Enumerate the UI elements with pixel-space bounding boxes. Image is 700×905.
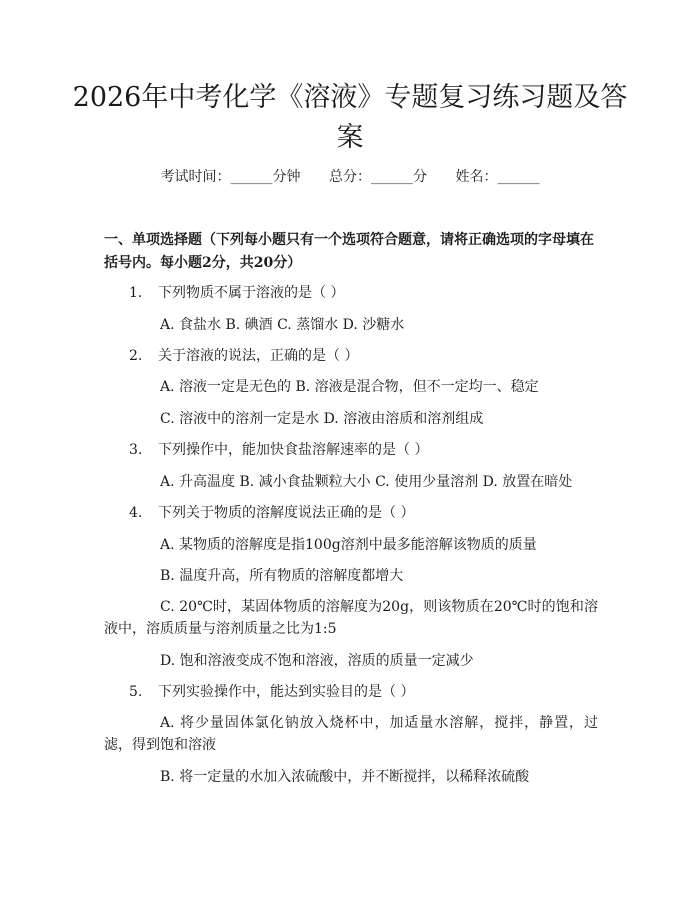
question-number: 2. <box>129 348 143 364</box>
question-4-option-b: B. 温度升高，所有物质的溶解度都增大 <box>160 568 404 584</box>
question-5 <box>129 682 414 702</box>
question-text: 下列物质不属于溶液的是（ ） <box>158 285 345 301</box>
question-2-option-ab: A. 溶液一定是无色的 B. 溶液是混合物，但不一定均一、稳定 <box>160 379 539 395</box>
section-heading: 一、单项选择题（下列每小题只有一个选项符合题意，请将正确选项的字母填在括号内。每小题2分，共20分） <box>104 232 594 271</box>
exam-meta <box>0 167 700 187</box>
student-name: 姓名：______ <box>455 169 540 185</box>
question-text: 下列关于物质的溶解度说法正确的是（ ） <box>158 505 415 521</box>
exam-time: 考试时间：______分钟 <box>160 169 301 185</box>
question-4-option-a: A. 某物质的溶解度是指100g溶剂中最多能溶解该物质的质量 <box>160 537 537 553</box>
question-5-option-a: A. 将少量固体氯化钠放入烧杯中，加适量水溶解，搅拌，静置，过滤，得到饱和溶液 <box>104 715 598 753</box>
question-number: 1. <box>129 285 143 301</box>
total-score: 总分：______分 <box>329 169 427 185</box>
question-number: 4. <box>129 505 143 521</box>
question-5-option-b: B. 将一定量的水加入浓硫酸中，并不断搅拌，以稀释浓硫酸 <box>160 769 530 785</box>
question-text: 关于溶液的说法，正确的是（ ） <box>158 348 359 364</box>
question-number: 5. <box>129 684 143 700</box>
page-title: 2026年中考化学《溶液》专题复习练习题及答案 <box>72 82 628 153</box>
question-3-options: A. 升高温度 B. 减小食盐颗粒大小 C. 使用少量溶剂 D. 放置在暗处 <box>160 474 573 490</box>
question-number: 3. <box>129 442 143 458</box>
question-4-option-c: C. 20℃时，某固体物质的溶解度为20g，则该物质在20℃时的饱和溶液中，溶质质量与溶剂质量之比为1:5 <box>104 599 598 637</box>
question-4 <box>129 503 414 523</box>
question-text: 下列实验操作中，能达到实验目的是（ ） <box>158 684 415 700</box>
question-1-options: A. 食盐水 B. 碘酒 C. 蒸馏水 D. 沙糖水 <box>160 317 405 333</box>
question-1 <box>129 283 344 303</box>
question-text: 下列操作中，能加快食盐溶解速率的是（ ） <box>158 442 429 458</box>
question-2 <box>129 346 358 366</box>
question-2-option-cd: C. 溶液中的溶剂一定是水 D. 溶液由溶质和溶剂组成 <box>160 411 484 427</box>
question-4-option-d: D. 饱和溶液变成不饱和溶液，溶质的质量一定减少 <box>160 653 474 669</box>
question-3 <box>129 440 428 460</box>
